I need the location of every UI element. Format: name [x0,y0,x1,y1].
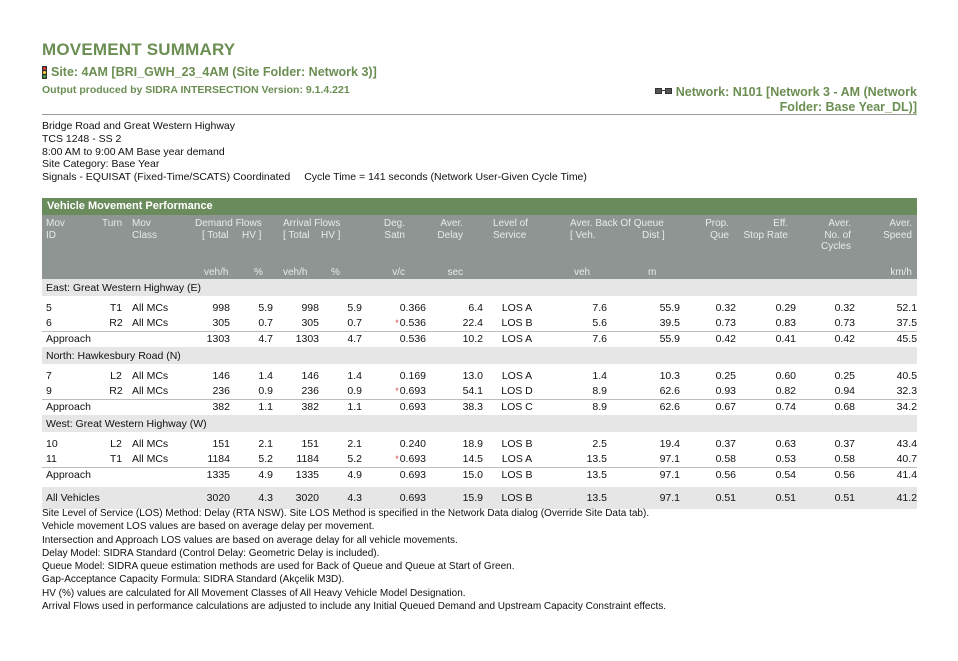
cell: 0.58 [834,453,855,465]
cell: R2 [109,385,123,397]
cell: 7.6 [592,301,607,314]
approach-row [42,331,917,347]
info-signals-text: Signals - EQUISAT (Fixed-Time/SCATS) Coordinated [42,171,291,184]
cell: LOS B [501,317,533,329]
cell: 40.5 [896,369,918,382]
cell: 14.5 [462,453,483,465]
cell: 4.3 [319,487,362,509]
footnote: Gap-Acceptance Capacity Formula: SIDRA Standard (Akçelik M3D). [42,574,345,586]
cell: 5.6 [592,317,607,329]
col-delay: Aver. Delay [437,218,463,241]
cell: 0.63 [775,437,796,450]
cell: 2.1 [347,437,362,450]
cell: 0.60 [775,369,796,382]
cell: 151 [212,437,230,450]
cell: L2 [110,369,122,382]
cell-deg-satn: 0.169 [399,369,426,382]
cell: 236 [212,385,230,397]
col-stop-rate: Eff. Stop Rate [743,218,788,241]
cell: 151 [301,437,319,450]
cell-deg-satn: *0.693 [395,385,426,397]
cell: All MCs [132,369,169,382]
cell: 5 [46,301,52,314]
cell: 52.1 [896,301,918,314]
cell: 55.9 [607,331,680,347]
footnote: Queue Model: SIDRA queue estimation methods are used for Back of Queue and Queue at Start of Green. [42,561,515,573]
header-divider [42,114,917,115]
cell: 1.1 [230,399,273,415]
unit-queue-veh: veh [574,267,591,278]
cell: 0.51 [736,487,796,509]
cell: 32.3 [896,385,918,397]
cell: 5.2 [347,453,362,465]
cell: 38.3 [426,399,483,415]
table-title: Vehicle Movement Performance [42,198,917,215]
cell: 18.9 [462,437,483,450]
table-row [42,452,917,468]
table-row [42,436,917,452]
cell: 0.693 [362,467,426,483]
table-row [42,384,917,400]
cell: 0.67 [680,399,736,415]
cell: 10.3 [659,369,680,382]
info-road-name: Bridge Road and Great Western Highway [42,120,235,132]
cell: 4.9 [230,467,273,483]
info-category: Site Category: Base Year [42,158,160,171]
cell: 40.7 [896,453,918,465]
approach-row [42,399,917,415]
cell: 0.29 [775,301,796,314]
network-label-line1: Network: N101 [Network 3 - AM (Network [675,85,917,99]
cell: T1 [109,301,123,314]
cell: 1303 [194,331,230,347]
cell: 0.51 [796,487,855,509]
cell: 1335 [273,467,319,483]
cell: 1.4 [592,369,607,382]
cell: 4.9 [319,467,362,483]
unit-deg: v/c [392,267,405,278]
cell: 2.5 [592,437,607,450]
cell: 998 [212,301,230,314]
col-queue-dist: Dist ] [642,229,665,241]
cell: LOS A [483,331,551,347]
cell: 62.6 [607,399,680,415]
cell: 9 [46,385,52,397]
table-header [42,215,917,279]
cell: 97.1 [607,467,680,483]
cell: 146 [301,369,319,382]
cell: 10.2 [426,331,483,347]
cell: 0.53 [775,453,796,465]
traffic-light-icon [42,66,47,79]
cell: 0.42 [796,331,855,347]
cell: 13.5 [586,453,607,465]
cell: 0.42 [680,331,736,347]
cell: 41.4 [855,467,917,483]
cell: 382 [194,399,230,415]
unit-demand-hv: % [254,267,263,278]
col-speed: Aver. Speed [883,218,912,241]
cell: 0.25 [834,369,855,382]
info-tcs: TCS 1248 - SS 2 [42,132,122,145]
cell: 2.1 [258,437,273,450]
col-deg-satn: Deg. Satn [383,218,405,241]
cell: 0.58 [715,453,736,465]
col-arrival-flows: Arrival Flows [283,218,341,229]
cell: 1335 [194,467,230,483]
col-mov-id: Mov ID [46,218,65,241]
cell: LOS B [501,437,533,450]
cell: 0.536 [362,331,426,347]
col-cycles: Aver. No. of Cycles [820,218,851,252]
info-cycle-time: Cycle Time = 141 seconds (Network User-Given Cycle Time) [304,171,587,184]
cell: LOS C [483,399,551,415]
cell: 54.1 [462,385,483,397]
cell: 0.9 [258,385,273,397]
cell: LOS A [501,453,533,465]
cell: 305 [212,317,230,329]
movement-performance-table [42,198,917,509]
cell: 6 [46,317,52,329]
cell: 1184 [296,453,319,465]
cell: 4.7 [230,331,273,347]
cell: 0.37 [834,437,855,450]
cell: 0.56 [680,467,736,483]
cell-deg-satn: *0.536 [395,317,426,329]
cell-deg-satn: *0.693 [395,453,426,465]
unit-demand-total: veh/h [204,267,229,278]
all-vehicles-label: All Vehicles [42,487,194,509]
cell: LOS A [501,369,533,382]
unit-arrival-hv: % [331,267,340,278]
cell: 13.5 [551,487,607,509]
cell: 43.4 [896,437,918,450]
cell: 0.32 [834,301,855,314]
cell: All MCs [132,437,169,450]
cell: LOS D [501,385,533,397]
cell: 0.25 [715,369,736,382]
cell: 41.2 [855,487,917,509]
cell: 11 [46,453,57,465]
cell: 34.2 [855,399,917,415]
col-demand-flows: Demand Flows [195,218,262,229]
cell: 0.74 [736,399,796,415]
cell: 0.56 [796,467,855,483]
col-queue-veh: [ Veh. [570,229,596,241]
cell: 3020 [194,487,230,509]
cell: 13.0 [462,369,483,382]
cell: 0.32 [715,301,736,314]
col-back-of-queue: Aver. Back Of Queue [570,218,664,229]
section-name: East: Great Western Highway (E) [42,279,917,296]
col-arrival-hv: HV ] [321,229,341,241]
col-demand-total: [ Total [202,229,229,241]
cell: 39.5 [659,317,680,329]
cell: 10 [46,437,58,450]
cell: LOS B [483,487,551,509]
cell: 3020 [273,487,319,509]
cell: 1.1 [319,399,362,415]
cell: T1 [109,453,123,465]
footnote: Intersection and Approach LOS values are based on average delay for all vehicle movements. [42,534,458,546]
footnote: Delay Model: SIDRA Standard (Control Delay: Geometric Delay is included). [42,547,380,559]
cell: 5.2 [258,453,273,465]
cell: 0.54 [736,467,796,483]
unit-speed: km/h [890,267,912,278]
unit-arrival-total: veh/h [283,267,308,278]
cell: 15.0 [426,467,483,483]
cell: 0.94 [834,385,855,397]
cell: 97.1 [607,487,680,509]
col-demand-hv: HV ] [242,229,262,241]
cell: 4.7 [319,331,362,347]
section-header [42,415,917,432]
cell: 37.5 [896,317,918,329]
site-heading [42,65,377,79]
table-row [42,316,917,332]
cell: 4.3 [230,487,273,509]
footnote: Vehicle movement LOS values are based on average delay per movement. [42,521,375,533]
cell-deg-satn: 0.366 [399,301,426,314]
cell: 0.68 [796,399,855,415]
col-mov-class: Mov Class [132,218,158,241]
cell: 0.693 [362,399,426,415]
col-los: Level of Service [493,218,529,241]
approach-label: Approach [42,467,194,483]
unit-delay: sec [447,267,463,278]
section-name: North: Hawkesbury Road (N) [42,347,917,364]
unit-queue-dist: m [648,267,657,278]
footnote: Site Level of Service (LOS) Method: Delay (RTA NSW). Site LOS Method is specified in the Network Data dialog (Override Site Data tab). [42,508,650,519]
site-info [42,120,587,184]
cell-deg-satn: 0.240 [399,437,426,450]
cell: 15.9 [426,487,483,509]
section-header [42,347,917,364]
cell: 0.51 [680,487,736,509]
footnote: Arrival Flows used in performance calculations are adjusted to include any Initial Queued Demand and Upstream Capacity Constraint effects. [42,601,667,613]
col-prop-que: Prop. Que [705,218,729,241]
cell: 0.93 [715,385,736,397]
cell: 5.9 [258,301,273,314]
col-arrival-total: [ Total [283,229,310,241]
cell: 0.73 [715,317,736,329]
cell: R2 [109,317,123,329]
cell: 8.9 [551,399,607,415]
approach-row [42,467,917,483]
cell: 5.9 [347,301,362,314]
cell: 62.6 [659,385,680,397]
cell: 998 [301,301,319,314]
cell: 0.73 [834,317,855,329]
cell: All MCs [132,301,169,314]
cell: 1.4 [347,369,362,382]
cell: 45.5 [855,331,917,347]
cell: 0.37 [715,437,736,450]
page-title: MOVEMENT SUMMARY [42,40,236,59]
approach-label: Approach [42,331,194,347]
network-label-line2: Folder: Base Year_DL)] [779,100,917,115]
cell: 0.41 [736,331,796,347]
cell: 382 [273,399,319,415]
cell: 0.83 [775,317,796,329]
cell: LOS A [501,301,533,314]
table-row [42,300,917,316]
cell: 7 [46,369,52,382]
cell: 1.4 [258,369,273,382]
all-vehicles-row [42,487,917,509]
network-heading [617,85,917,115]
cell: 1184 [207,453,230,465]
cell: 0.693 [362,487,426,509]
cell: 0.7 [347,317,362,329]
cell: 97.1 [659,453,680,465]
table-row [42,368,917,384]
network-icon [655,83,672,98]
cell: 1303 [273,331,319,347]
footnotes [42,507,666,613]
section-header [42,279,917,296]
cell: 0.82 [775,385,796,397]
cell: L2 [110,437,122,450]
cell: 8.9 [592,385,607,397]
cell: 19.4 [659,437,680,450]
site-label: Site: 4AM [BRI_GWH_23_4AM (Site Folder: Network 3)] [51,65,377,79]
cell: All MCs [132,385,169,397]
info-signals [42,171,587,184]
cell: 146 [212,369,230,382]
col-turn: Turn [102,218,123,229]
performance-data [42,279,917,509]
cell: All MCs [132,453,169,465]
footnote: HV (%) values are calculated for All Movement Classes of All Heavy Vehicle Model Designation. [42,587,466,599]
info-period: 8:00 AM to 9:00 AM Base year demand [42,145,225,158]
cell: 236 [301,385,319,397]
section-name: West: Great Western Highway (W) [42,415,917,432]
cell: 6.4 [468,301,483,314]
cell: 7.6 [551,331,607,347]
cell: 13.5 [551,467,607,483]
cell: LOS B [483,467,551,483]
asterisk-icon: * [395,318,399,328]
cell: 0.7 [258,317,273,329]
asterisk-icon: * [395,454,399,464]
produced-by-label: Output produced by SIDRA INTERSECTION Version: 9.1.4.221 [42,84,350,96]
cell: 305 [301,317,319,329]
cell: All MCs [132,317,169,329]
cell: 55.9 [659,301,680,314]
asterisk-icon: * [395,386,399,396]
approach-label: Approach [42,399,194,415]
cell: 22.4 [462,317,483,329]
cell: 0.9 [347,385,362,397]
